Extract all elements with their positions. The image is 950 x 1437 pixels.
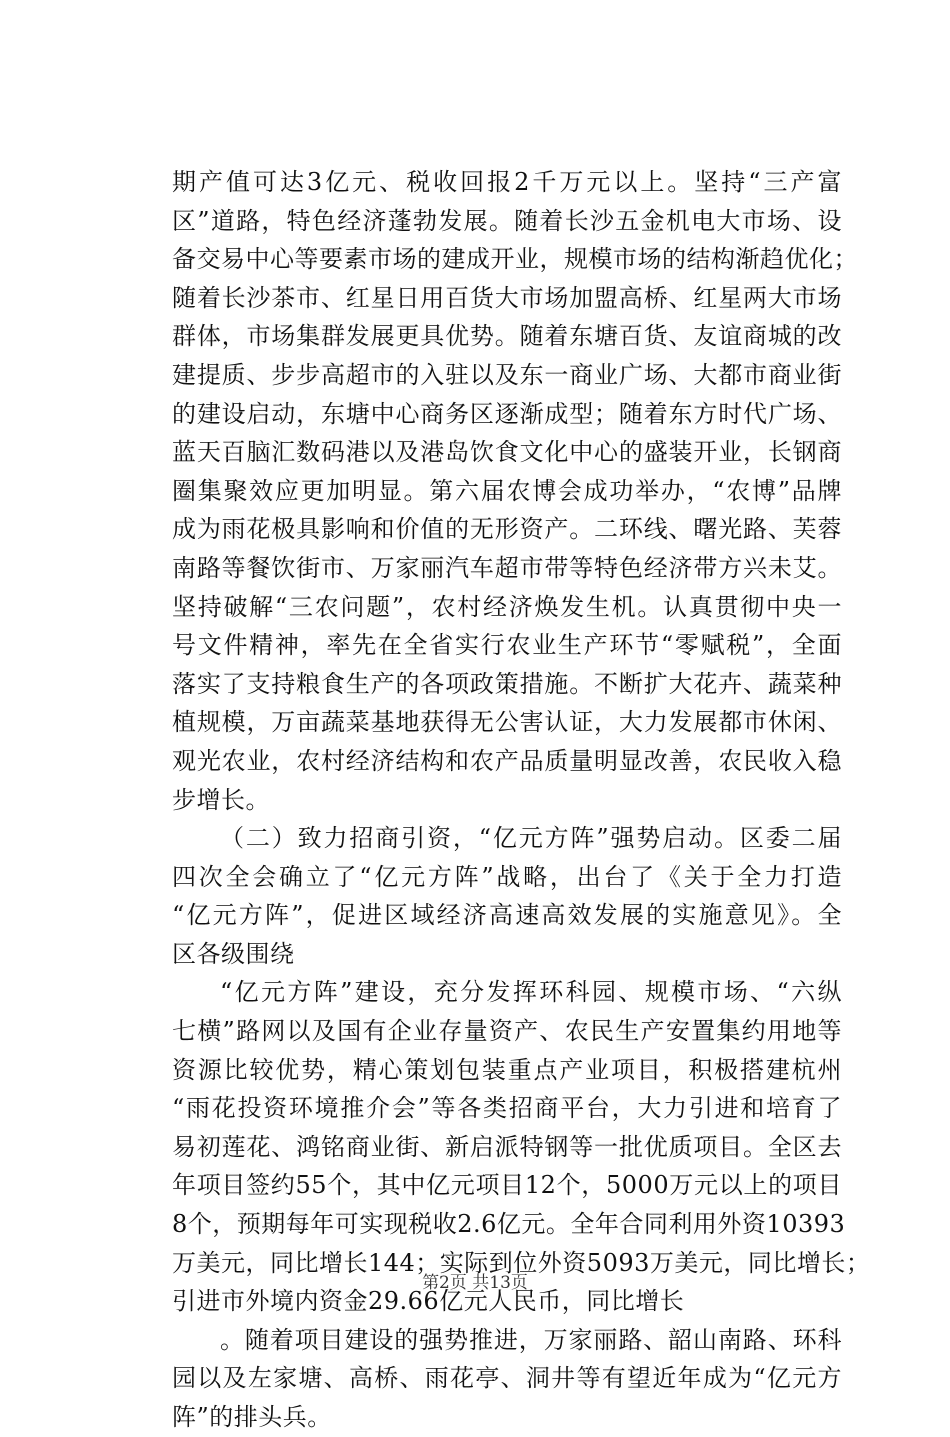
text-line: 8个，预期每年可实现税收2.6亿元。全年合同利用外资10393 — [172, 1210, 846, 1239]
text-line: 圈集聚效应更加明显。第六届农博会成功举办，“农博”品牌 — [172, 476, 842, 505]
text-line: “亿元方阵”，促进区域经济高速高效发展的实施意见》。全 — [172, 901, 842, 930]
text-line: “雨花投资环境推介会”等各类招商平台，大力引进和培育了 — [172, 1094, 842, 1123]
body-text — [172, 163, 871, 1437]
text-line: 随着长沙茶市、红星日用百货大市场加盟高桥、红星两大市场 — [172, 283, 842, 312]
text-line: 年项目签约55个，其中亿元项目12个，5000万元以上的项目 — [172, 1171, 842, 1200]
text-line: 万美元，同比增长144；实际到位外资5093万美元，同比增长； — [172, 1248, 871, 1277]
text-line: （二）致力招商引资，“亿元方阵”强势启动。区委二届 — [220, 824, 842, 853]
text-line: 植规模，万亩蔬菜基地获得无公害认证，大力发展都市休闲、 — [172, 708, 842, 737]
text-line: 资源比较优势，精心策划包装重点产业项目，积极搭建杭州 — [172, 1055, 842, 1084]
text-line: 园以及左家塘、高桥、雨花亭、洞井等有望近年成为“亿元方 — [172, 1364, 842, 1393]
text-line: 落实了支持粮食生产的各项政策措施。不断扩大花卉、蔬菜种 — [172, 669, 842, 698]
text-line: 区各级围绕 — [172, 939, 295, 968]
text-line: 成为雨花极具影响和价值的无形资产。二环线、曙光路、芙蓉 — [172, 515, 842, 544]
text-line: 坚持破解“三农问题”，农村经济焕发生机。认真贯彻中央一 — [172, 592, 842, 621]
page-footer: 第2页 共13页 — [422, 1273, 528, 1293]
text-line: 备交易中心等要素市场的建成开业，规模市场的结构渐趋优化； — [172, 245, 858, 274]
text-line: 七横”路网以及国有企业存量资产、农民生产安置集约用地等 — [172, 1017, 842, 1046]
text-line: 建提质、步步高超市的入驻以及东一商业广场、大都市商业街 — [172, 360, 842, 389]
text-line: 南路等餐饮街市、万家丽汽车超市带等特色经济带方兴未艾。 — [172, 553, 842, 582]
text-line: 引进市外境内资金29.66亿元人民币，同比增长 — [172, 1287, 685, 1316]
text-line: 群体，市场集群发展更具优势。随着东塘百货、友谊商城的改 — [172, 322, 842, 351]
text-line: 号文件精神，率先在全省实行农业生产环节“零赋税”，全面 — [172, 631, 842, 660]
text-line: 的建设启动，东塘中心商务区逐渐成型；随着东方时代广场、 — [172, 399, 842, 428]
text-line: 蓝天百脑汇数码港以及港岛饮食文化中心的盛装开业，长钢商 — [172, 438, 842, 467]
text-line: 阵”的排头兵。 — [172, 1403, 332, 1431]
text-line: 步增长。 — [172, 785, 270, 814]
text-line: 观光农业，农村经济结构和农产品质量明显改善，农民收入稳 — [172, 746, 842, 775]
text-line: 区”道路，特色经济蓬勃发展。随着长沙五金机电大市场、设 — [172, 206, 842, 235]
text-line: 四次全会确立了“亿元方阵”战略，出台了《关于全力打造 — [172, 862, 842, 891]
text-line: 。随着项目建设的强势推进，万家丽路、韶山南路、环科 — [220, 1325, 842, 1354]
text-line: 易初莲花、鸿铭商业街、新启派特钢等一批优质项目。全区去 — [172, 1132, 842, 1161]
text-line: “亿元方阵”建设，充分发挥环科园、规模市场、“六纵 — [220, 978, 842, 1007]
text-line: 期产值可达3亿元、税收回报2千万元以上。坚持“三产富 — [172, 168, 842, 196]
